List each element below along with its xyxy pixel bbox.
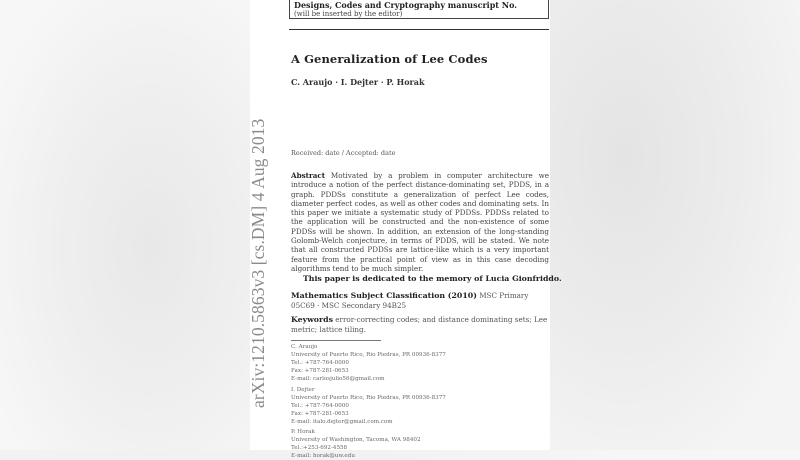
abstract-label: Abstract bbox=[291, 171, 326, 180]
affiliation-email: E-mail: italo.dejter@gmail.com.com bbox=[291, 419, 393, 426]
dedication: This paper is dedicated to the memory of Lucia Gionfriddo. bbox=[303, 274, 562, 283]
affiliation-tel: Tel.:+253-692-4558 bbox=[291, 445, 348, 452]
affiliation-institution: University of Washington, Tacoma, WA 98402 bbox=[291, 437, 421, 444]
blurred-background-left bbox=[0, 0, 250, 450]
affiliation-fax: Fax: +787-281-0653 bbox=[291, 411, 349, 418]
affiliation-name: P. Horak bbox=[291, 429, 315, 435]
paper-title: A Generalization of Lee Codes bbox=[291, 52, 488, 66]
abstract-text: Motivated by a problem in computer architecture we introduce a notion of the perfect distance-dominating set, PDDS, in a graph. PDDSs constitute a generalization of perfect Lee codes, diameter perfect codes, as well as other codes and dominating sets. In this paper we initiate a systematic study of PDDSs. PDDSs related to the application will be constructed and the non-existence of some PDDSs will be shown. In addition, an extension of the long-standing Golomb-Welch conjecture, in terms of PDDS, will be stated. We note that all constructed PDDSs are lattice-like which is a very important feature from the practical point of view as in this case decoding algorithms tend to be much simpler. bbox=[291, 171, 549, 273]
keywords-label: Keywords bbox=[291, 315, 333, 324]
editor-note: (will be inserted by the editor) bbox=[294, 10, 403, 18]
blurred-background-right bbox=[550, 0, 800, 450]
footnote-rule bbox=[291, 340, 381, 341]
affiliation-fax: Fax: +787-281-0653 bbox=[291, 368, 349, 375]
affiliation-araujo bbox=[291, 343, 491, 383]
header-rule bbox=[289, 29, 549, 30]
arxiv-identifier-stamp: arXiv:1210.5863v3 [cs.DM] 4 Aug 2013 bbox=[248, 118, 268, 408]
affiliation-tel: Tel.: +787-764-0000 bbox=[291, 403, 349, 410]
affiliation-name: I. Dejter bbox=[291, 387, 315, 393]
affiliation-email: E-mail: horak@uw.edu bbox=[291, 453, 355, 460]
msc-label: Mathematics Subject Classification (2010) bbox=[291, 291, 477, 300]
keywords bbox=[291, 315, 549, 335]
affiliation-institution: University of Puerto Rico, Rio Piedras, PR 00936-8377 bbox=[291, 395, 446, 402]
keywords-text: error-correcting codes; and distance dominating sets; Lee metric; lattice tiling. bbox=[291, 315, 548, 334]
affiliation-institution: University of Puerto Rico, Rio Piedras, PR 00936-8377 bbox=[291, 352, 446, 359]
journal-name: Designs, Codes and Cryptography manuscript No. bbox=[294, 0, 518, 10]
affiliation-horak bbox=[291, 428, 491, 460]
abstract bbox=[291, 171, 549, 273]
paper-authors: C. Araujo · I. Dejter · P. Horak bbox=[291, 77, 425, 87]
received-accepted-dates: Received: date / Accepted: date bbox=[291, 149, 396, 157]
affiliation-dejter bbox=[291, 386, 491, 426]
affiliation-email: E-mail: carlosjulio56@gmail.com bbox=[291, 376, 385, 383]
journal-header-box bbox=[289, 0, 549, 19]
affiliation-name: C. Araujo bbox=[291, 344, 318, 350]
subject-classification bbox=[291, 291, 549, 311]
affiliation-tel: Tel.: +787-764-0000 bbox=[291, 360, 349, 367]
msc-text: MSC Primary 05C69 · MSC Secondary 94B25 bbox=[291, 291, 529, 310]
